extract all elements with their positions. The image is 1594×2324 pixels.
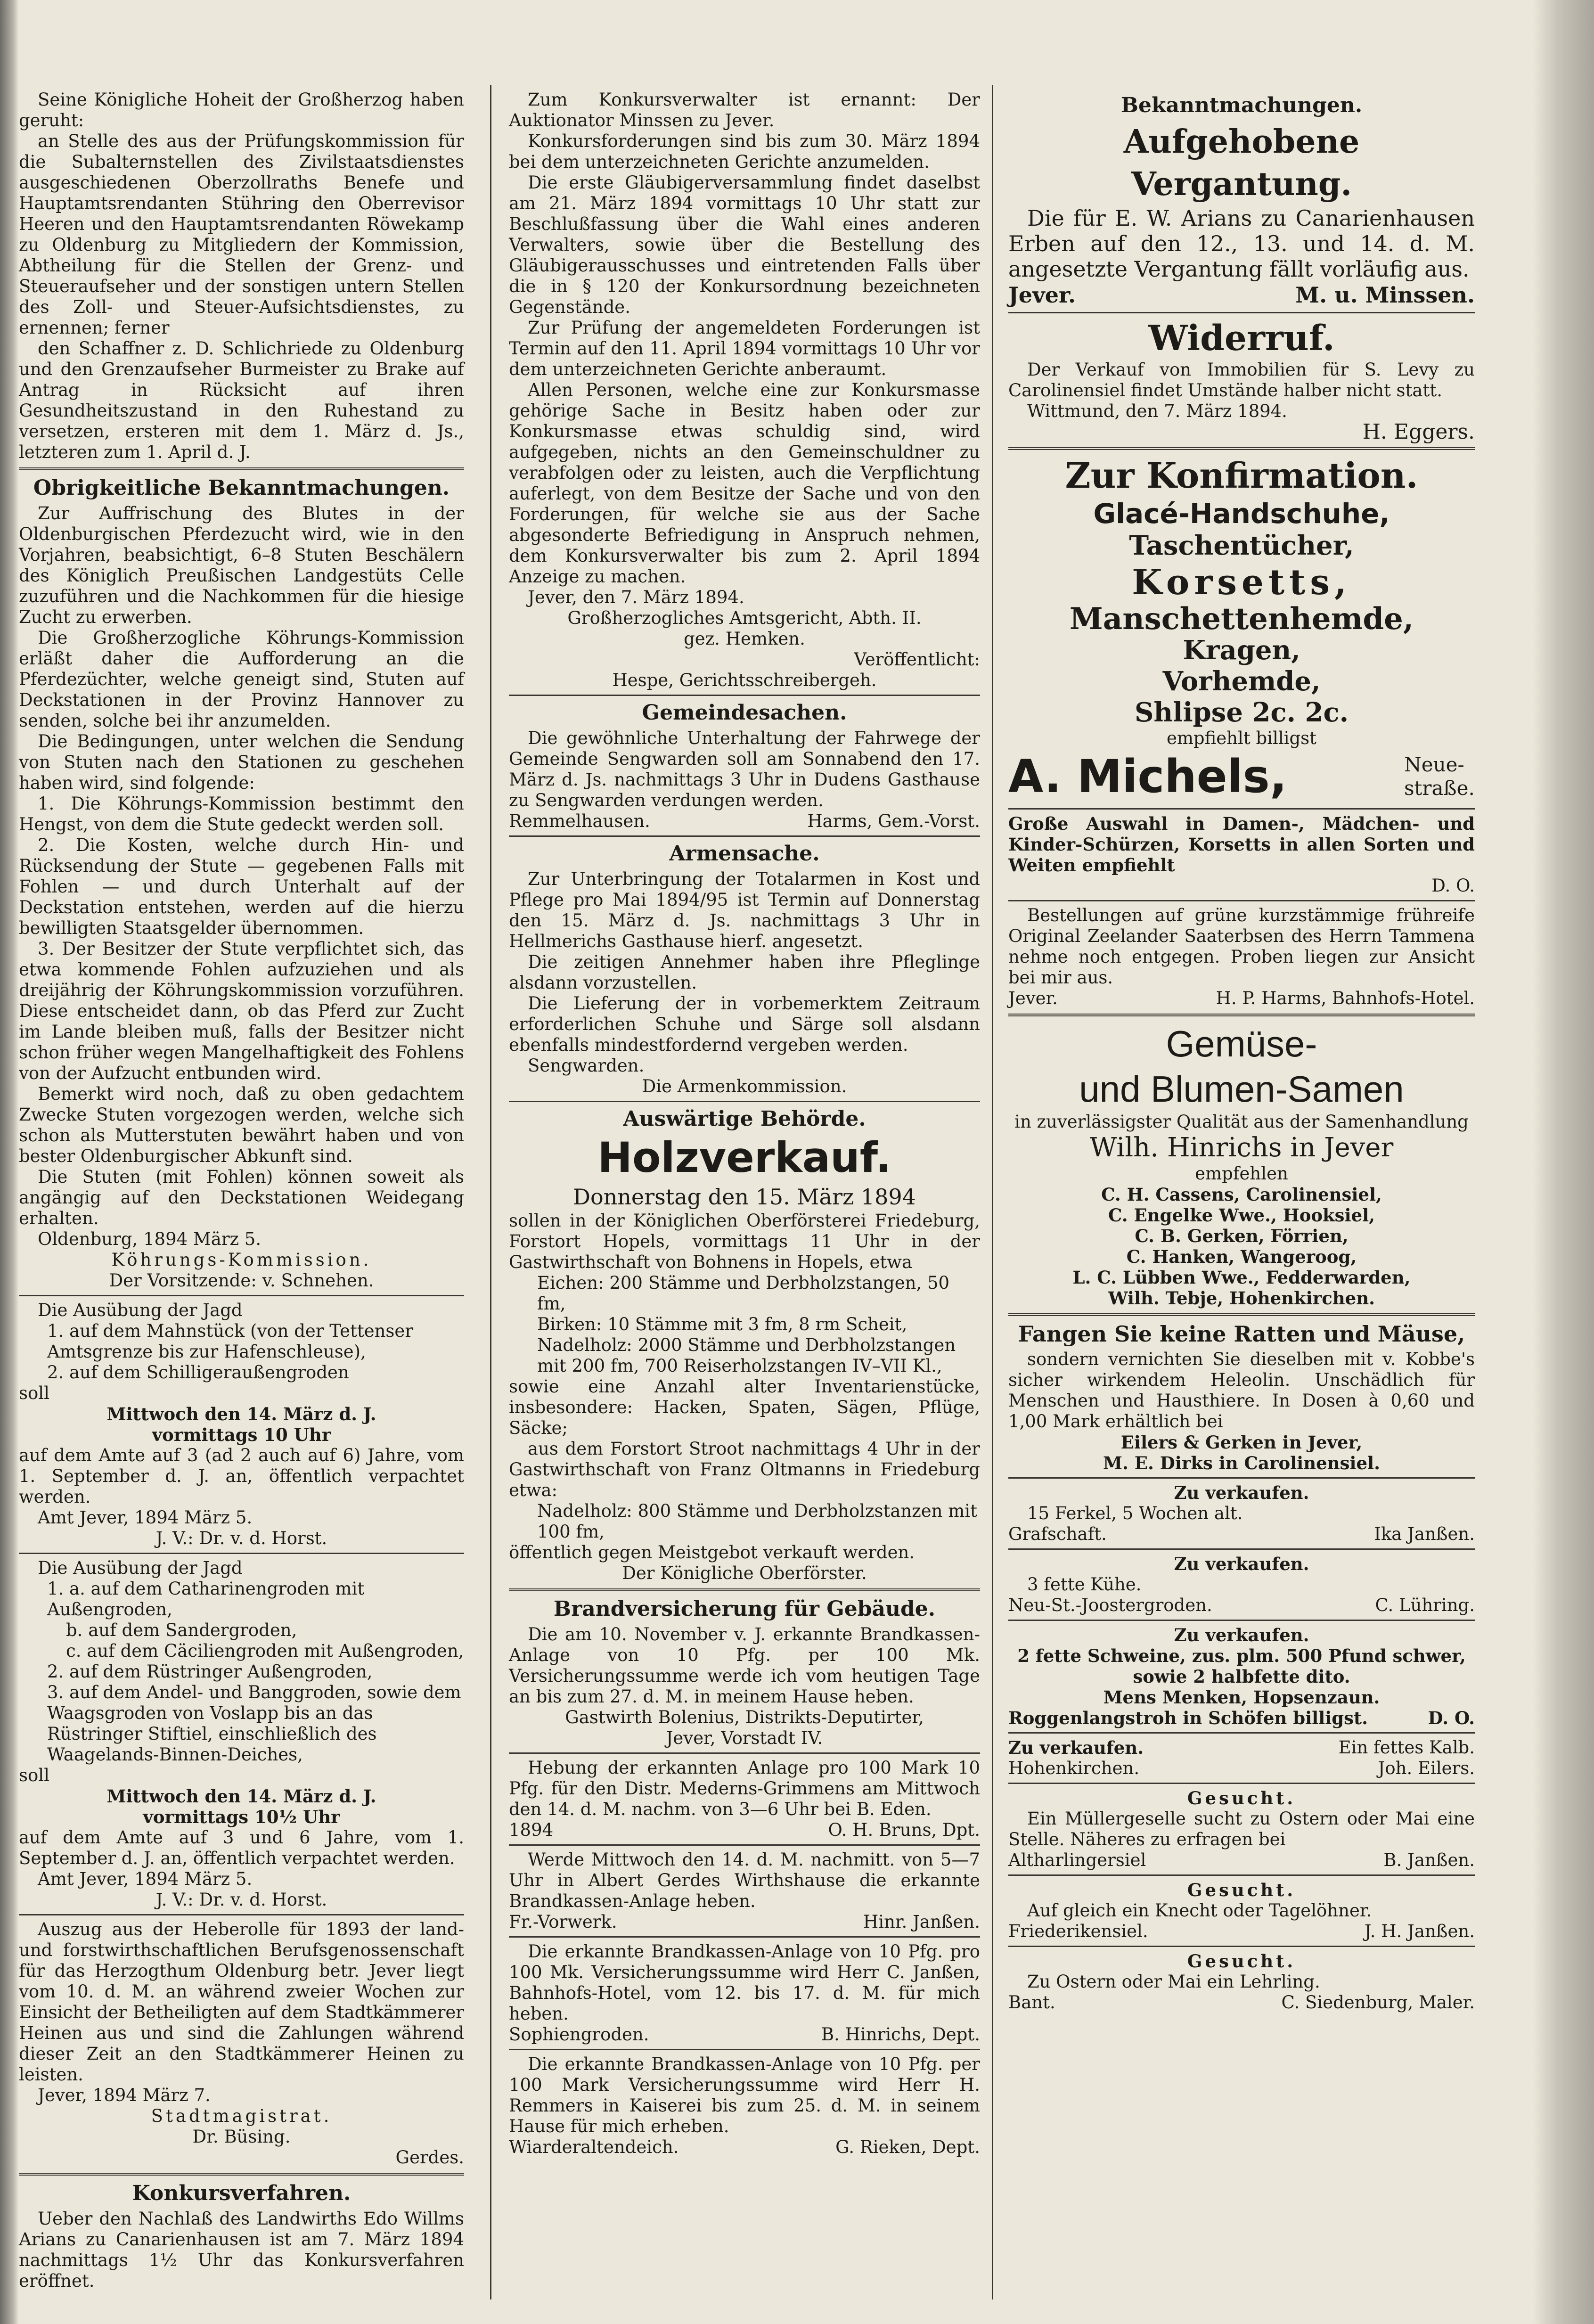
list-item: C. Hanken, Wangeroog, (1126, 1246, 1357, 1267)
signature: gez. Hemken. (684, 629, 805, 649)
divider (1008, 900, 1475, 901)
advertiser-name: A. Michels, (1008, 750, 1287, 803)
seller: M. E. Dirks in Carolinensiel. (1103, 1453, 1380, 1473)
signature: J. V.: Dr. v. d. Horst. (155, 1528, 327, 1548)
divider (509, 835, 980, 837)
list-item: b. auf dem Sandergroden, (66, 1620, 297, 1640)
ad-heading: Zu verkaufen. (1174, 1482, 1309, 1503)
paragraph: Mens Menken, Hopsenzaun. (1103, 1687, 1380, 1708)
ad-heading: Zu verkaufen. (1174, 1625, 1309, 1645)
ad-headline: Widerruf. (1148, 318, 1335, 359)
place: Hohenkirchen. (1008, 1758, 1140, 1778)
paragraph: Hebung der erkannten Anlage pro 100 Mark 10 Pfg. für den Distr. Mederns-Grimmens am Mittwoch den 14. d. M. nachm. von 3—6 Uhr bei B. Eden. (509, 1758, 980, 1819)
divider (1008, 1783, 1475, 1784)
paragraph: Konkursforderungen sind bis zum 30. März 1894 bei dem unterzeichneten Gerichte anzumelden. (509, 131, 980, 172)
paragraph: auf dem Amte auf 3 (ad 2 auch auf 6) Jahre, vom 1. September d. J. an, öffentlich verpachtet werden. (19, 1445, 464, 1507)
paragraph: Der Verkauf von Immobilien für S. Levy zu Carolinensiel findet Umstände halber nicht statt. (1008, 360, 1475, 401)
paragraph: Die für E. W. Arians zu Canarienhausen Erben auf den 12., 13. und 14. d. M. angesetzte Vergantung fällt vorläufig aus. (1008, 205, 1475, 282)
ad-headline: Fangen Sie keine Ratten und Mäuse, (1018, 1321, 1465, 1347)
place: Jever. (1008, 988, 1058, 1008)
list-item: Wilh. Tebje, Hohenkirchen. (1108, 1288, 1375, 1309)
divider (19, 1914, 464, 1915)
signature: M. u. Minssen. (1295, 282, 1475, 308)
divider (509, 1752, 980, 1754)
divider (1008, 1732, 1475, 1734)
ad-headline: Aufgehobene Vergantung. (1123, 123, 1360, 203)
column-rule (490, 85, 491, 2299)
column-3 (1008, 90, 1475, 2013)
divider (509, 2049, 980, 2050)
place: Wiarderaltendeich. (509, 2137, 679, 2157)
ad-heading: Gesucht. (1187, 1880, 1296, 1900)
list-item: Birken: 10 Stämme mit 3 fm, 8 rm Scheit, (537, 1314, 907, 1334)
paragraph: an Stelle des aus der Prüfungskommission für die Subalternstellen des Zivilstaatsdienstes ausgeschiedenen Oberzollraths Benefe und Hauptamtsrendanten Stühring den Oberrevisor Heeren und den Hauptamtsrendanten Röwekamp zu Oldenburg zu Mitgliedern der Kommission, Abtheilung für die Stellen der Grenz- und Steueraufseher und der sonstigen untern Stellen des Zoll- und Steuer-Aufsichtsdienstes, zu ernennen; ferner (19, 131, 464, 338)
signature: Jever, Vorstadt IV. (666, 1728, 823, 1748)
ad-headline: und Blumen-Samen (1079, 1068, 1404, 1110)
signature: Großherzogliches Amtsgericht, Abth. II. (567, 608, 922, 628)
signature: D. O. (1428, 1708, 1475, 1728)
paragraph: Zum Konkursverwalter ist ernannt: Der Auktionator Minssen zu Jever. (509, 90, 980, 131)
paragraph: 2. Die Kosten, welche durch Hin- und Rücksendung der Stute — gegebenen Falls mit Fohlen — und durch Unterhalt auf der Deckstation entstehen, werden auf die hierzu bewilligten Staatsgelder übernommen. (19, 835, 464, 938)
paragraph: sollen in der Königlichen Oberförsterei Friedeburg, Forstort Hopels, vormittags 11 Uhr in der Gastwirthschaft von Bohnens in Hopels, etwa (509, 1211, 980, 1272)
paragraph: Die Lieferung der in vorbemerktem Zeitraum erforderlichen Schuhe und Särge soll alsdann ebenfalls mindestfordernd vergeben werden. (509, 993, 980, 1055)
paragraph: Roggenlangstroh in Schöfen billigst. (1008, 1708, 1368, 1728)
signature: Hespe, Gerichtsschreibergeh. (612, 670, 877, 690)
paragraph: 1. Die Köhrungs-Kommission bestimmt den Hengst, von dem die Stute gedeckt werden soll. (19, 794, 464, 835)
list-item: Eichen: 200 Stämme und Derbholzstangen, 50 fm, (537, 1273, 950, 1314)
signature: C. Lühring. (1375, 1595, 1475, 1615)
signature-row (509, 2137, 980, 2158)
paragraph: sowie eine Anzahl alter Inventarienstücke, insbesondere: Hacken, Spaten, Sägen, Pflüge, Säcke; (509, 1376, 980, 1438)
list-item: c. auf dem Cäciliengroden mit Außengroden, (66, 1641, 464, 1661)
signature: H. P. Harms, Bahnhofs-Hotel. (1216, 988, 1475, 1008)
signature: J. H. Janßen. (1364, 1921, 1475, 1941)
place: Jever. (1008, 282, 1076, 308)
divider (19, 1553, 464, 1554)
divider (1008, 1946, 1475, 1947)
divider (509, 695, 980, 696)
signature-row (1008, 1708, 1475, 1728)
place: Bant. (1008, 1992, 1055, 2013)
signature-row (1008, 1758, 1475, 1779)
signature: Gerdes. (395, 2147, 464, 2168)
ad-heading: Gesucht. (1187, 1788, 1296, 1808)
divider (1008, 808, 1475, 810)
ad-heading: Zu verkaufen. (1174, 1554, 1309, 1574)
paragraph: Zur Prüfung der angemeldeten Forderungen ist Termin auf den 11. April 1894 vormittags 10 Uhr vor dem unterzeichneten Gerichte anberaumt. (509, 318, 980, 379)
signature: H. Eggers. (1362, 420, 1475, 444)
paragraph: Ein Müllergeselle sucht zu Ostern oder Mai eine Stelle. Näheres zu erfragen bei (1008, 1808, 1475, 1849)
ad-text: empfehlen (1195, 1163, 1288, 1184)
signature: Harms, Gem.-Vorst. (807, 811, 980, 831)
paragraph: 15 Ferkel, 5 Wochen alt. (1027, 1503, 1243, 1523)
list-item: C. H. Cassens, Carolinensiel, (1101, 1184, 1382, 1205)
column-1 (19, 90, 464, 2291)
paragraph: Große Auswahl in Damen-, Mädchen- und Kinder-Schürzen, Korsetts in allen Sorten und Weiten empfiehlt (1008, 813, 1475, 876)
signature-row (1008, 1921, 1475, 1942)
paragraph: 3 fette Kühe. (1027, 1574, 1142, 1595)
paragraph: soll (19, 1765, 49, 1785)
divider (1008, 1548, 1475, 1550)
paragraph: 3. Der Besitzer der Stute verpflichtet sich, das etwa kommende Fohlen aufzuziehen und als dreijährig der Köhrungskommission vorzuführen. Diese entscheidet dann, ob das Pferd zur Zucht im Lande bleiben muß, falls der Besitzer nicht schon früher wegen Mangelhaftigkeit des Fohlens von der Aufzucht entbunden wird. (19, 939, 464, 1083)
paragraph: Auf gleich ein Knecht oder Tagelöhner. (1027, 1900, 1372, 1921)
date-line: Mittwoch den 14. März d. J. (106, 1404, 376, 1424)
list-item: L. C. Lübben Wwe., Fedderwarden, (1072, 1267, 1411, 1288)
signature: Joh. Eilers. (1378, 1758, 1475, 1778)
place: Sophiengroden. (509, 2024, 649, 2045)
ad-headline: Zur Konfirmation. (1065, 456, 1418, 496)
place: Fr.-Vorwerk. (509, 1912, 617, 1932)
place: Sengwarden. (528, 1056, 645, 1076)
date-line: Donnerstag den 15. März 1894 (573, 1184, 916, 1210)
place-date: Oldenburg, 1894 März 5. (38, 1229, 262, 1249)
section-heading: Obrigkeitliche Bekanntmachungen. (33, 476, 450, 500)
place: Altharlingersiel (1008, 1850, 1146, 1870)
signature: G. Rieken, Dept. (835, 2137, 980, 2157)
signature: J. V.: Dr. v. d. Horst. (155, 1890, 327, 1910)
seller: Eilers & Gerken in Jever, (1120, 1432, 1363, 1453)
divider (1008, 447, 1475, 450)
list-item: 1. a. auf dem Catharinengroden mit Außengroden, (47, 1579, 365, 1620)
year: 1894 (509, 1820, 554, 1840)
ad-heading: Gesucht. (1187, 1951, 1296, 1972)
list-item: C. Engelke Wwe., Hooksiel, (1108, 1205, 1375, 1226)
column-2 (509, 90, 980, 2158)
signature-row (509, 2024, 980, 2045)
ad-item: Vorhemde, (1162, 666, 1321, 697)
divider (509, 1588, 980, 1591)
signature: Ika Janßen. (1374, 1524, 1475, 1544)
place-date: Amt Jever, 1894 März 5. (38, 1869, 253, 1889)
signature-row (509, 811, 980, 832)
ad-row (1008, 1737, 1475, 1758)
paragraph: Die Stuten (mit Fohlen) können soweit als angängig auf den Deckstationen Weidegang erhalten. (19, 1167, 464, 1228)
paragraph: Die gewöhnliche Unterhaltung der Fahrwege der Gemeinde Sengwarden soll am Sonnabend den 17. März d. Js. nachmittags 3 Uhr in Dudens Gasthause zu Sengwarden verdungen werden. (509, 728, 980, 810)
paragraph: Seine Königliche Hoheit der Großherzog haben geruht: (19, 90, 464, 131)
section-heading: Bekanntmachungen. (1120, 93, 1363, 117)
paragraph: 2 fette Schweine, zus. plm. 500 Pfund schwer, sowie 2 halbfette dito. (1017, 1645, 1466, 1687)
paragraph: sondern vernichten Sie dieselben mit v. Kobbe's sicher wirkendem Heleolin. Unschädlich für Menschen und Hausthiere. In Dosen à 0,60 und 1,00 Mark erhältlich bei (1008, 1349, 1475, 1432)
signature: O. H. Bruns, Dpt. (828, 1820, 980, 1840)
ad-item: Manschettenhemde, (1069, 601, 1414, 637)
paragraph: Zur Auffrischung des Blutes in der Oldenburgischen Pferdezucht wird, wie in den Vorjahren, beabsichtigt, 6–8 Stuten Beschälern des Königlich Preußischen Landgestüts Celle zuzuführen und die Nachkommen für die hiesige Zucht zu erwerben. (19, 503, 464, 627)
divider (19, 467, 464, 470)
date-line: Mittwoch den 14. März d. J. (106, 1786, 376, 1807)
ad-headline: Gemüse- (1166, 1023, 1317, 1064)
ad-item: Taschentücher, (1129, 530, 1354, 561)
signature: B. Janßen. (1383, 1850, 1475, 1870)
signature-row (1008, 1992, 1475, 2013)
signature-row (1008, 1595, 1475, 1616)
list-item: C. B. Gerken, Förrien, (1135, 1226, 1349, 1246)
paragraph: Die erkannte Brandkassen-Anlage von 10 Pfg. per 100 Mark Versicherungssumme wird Herr H. Remmers in Kaiserei bis zum 25. d. M. in seinem Hause für mich erheben. (509, 2054, 980, 2136)
ad-text: empfiehlt billigst (1166, 728, 1317, 748)
signature-row (1008, 988, 1475, 1009)
paragraph: Die am 10. November v. J. erkannte Brandkassen-Anlage von 10 Pfg. per 100 Mk. Versicherungssumme werde ich vom heutigen Tage an bis zum 27. d. M. in meinem Hause heben. (509, 1624, 980, 1707)
paragraph: Bestellungen auf grüne kurzstämmige frühreife Original Zeelander Saaterbsen des Herrn Tammena nehme noch entgegen. Proben liegen zur Ansicht bei mir aus. (1008, 905, 1475, 988)
paragraph: Werde Mittwoch den 14. d. M. nachmitt. von 5—7 Uhr in Albert Gerdes Wirthshause die erkannte Brandkassen-Anlage heben. (509, 1849, 980, 1911)
column-rule (992, 85, 993, 2299)
ad-heading: Zu verkaufen. (1008, 1737, 1144, 1758)
signature: Stadtmagistrat. (151, 2106, 332, 2126)
divider (1008, 1620, 1475, 1621)
place: Grafschaft. (1008, 1524, 1107, 1544)
signature-row (1008, 282, 1475, 308)
signature: Der Königliche Oberförster. (622, 1563, 867, 1583)
section-heading: Armensache. (669, 842, 820, 866)
date-line: vormittags 10½ Uhr (143, 1807, 340, 1827)
signature-row (1008, 1524, 1475, 1545)
advertiser-name: Wilh. Hinrichs in Jever (1089, 1132, 1394, 1163)
signature: D. O. (1431, 876, 1475, 896)
divider (509, 1936, 980, 1938)
divider (1008, 1874, 1475, 1876)
paragraph: Die Großherzogliche Köhrungs-Kommission erläßt daher die Aufforderung an die Pferdezüchter, welche geneigt sind, Stuten auf Deckstationen in der Provinz Hannover zu senden, solche bei ihr anzumelden. (19, 628, 464, 731)
paragraph: Die erkannte Brandkassen-Anlage von 10 Pfg. pro 100 Mk. Versicherungssumme wird Herr C. Janßen, Bahnhofs-Hotel, vom 12. bis 17. d. M. für mich heben. (509, 1941, 980, 2024)
ad-text: in zuverlässigster Qualität aus der Samenhandlung (1014, 1112, 1469, 1132)
advertiser-row (1008, 749, 1475, 804)
divider (19, 2173, 464, 2176)
list-item: 3. auf dem Andel- und Banggroden, sowie dem Waagsgroden von Voslapp bis an das Rüstringer Stiftiel, einschließlich des Waagelands-Binnen-Deiches, (47, 1682, 461, 1765)
list-item: Nadelholz: 2000 Stämme und Derbholzstangen mit 200 fm, 700 Reiserholzstangen IV–VII Kl., (537, 1335, 956, 1376)
signature: Dr. Büsing. (192, 2127, 291, 2147)
section-heading: Brandversicherung für Gebäude. (553, 1597, 936, 1621)
place: Neu-St.-Joostergroden. (1008, 1595, 1212, 1615)
divider (1008, 1313, 1475, 1316)
place: Friederikensiel. (1008, 1921, 1148, 1941)
divider (1008, 1477, 1475, 1479)
signature: Der Vorsitzende: v. Schnehen. (109, 1270, 374, 1291)
ad-item: Shlipse 2c. 2c. (1134, 697, 1349, 728)
signature: B. Hinrichs, Dept. (821, 2024, 980, 2045)
paragraph: Allen Personen, welche eine zur Konkursmasse gehörige Sache in Besitz haben oder zur Konkursmasse etwas schuldig sind, wird aufgegeben, nichts an den Gemeinschuldner zu verabfolgen oder zu leisten, auch die Verpflichtung auferlegt, von dem Besitze der Sache und von den Forderungen, für welche sie aus der Sache abgesonderte Befriedigung in Anspruch nehmen, dem Konkursverwalter bis zum 2. April 1894 Anzeige zu machen. (509, 380, 980, 587)
signature: Veröffentlicht: (854, 649, 980, 670)
divider (509, 1844, 980, 1846)
paragraph: soll (19, 1383, 49, 1403)
paragraph: Die Ausübung der Jagd (38, 1558, 243, 1578)
paragraph: Zur Unterbringung der Totalarmen in Kost und Pflege pro Mai 1894/95 ist Termin auf Donnerstag den 15. März d. Js. nachmittags 3 Uhr in Hellmerichs Gasthause hierf. angesetzt. (509, 869, 980, 951)
signature: Köhrungs-Kommission. (111, 1250, 372, 1270)
paragraph: öffentlich gegen Meistgebot verkauft werden. (509, 1542, 915, 1563)
divider (509, 1101, 980, 1102)
place-date: Jever, den 7. März 1894. (528, 587, 744, 607)
signature-row (1008, 1850, 1475, 1871)
paragraph: den Schaffner z. D. Schlichriede zu Oldenburg und den Grenzaufseher Burmeister zu Brake auf Antrag in Rücksicht auf ihren Gesundheitszustand in den Ruhestand zu versetzen, ersteren mit dem 1. März d. Js., letzteren zum 1. April d. J. (19, 338, 464, 462)
signature-row (509, 1820, 980, 1841)
place-date: Amt Jever, 1894 März 5. (38, 1507, 253, 1528)
paragraph: Ein fettes Kalb. (1338, 1737, 1475, 1758)
place-date: Jever, 1894 März 7. (38, 2085, 211, 2105)
section-heading: Auswärtige Behörde. (623, 1107, 866, 1131)
signature-row (509, 1912, 980, 1932)
ad-item: Korsetts, (1132, 562, 1351, 603)
place: Remmelhausen. (509, 811, 650, 831)
paragraph: Die zeitigen Annehmer haben ihre Pfleglinge alsdann vorzustellen. (509, 952, 980, 993)
paragraph: Zu Ostern oder Mai ein Lehrling. (1027, 1972, 1320, 1992)
paragraph: Ueber den Nachlaß des Landwirths Edo Willms Arians zu Canarienhausen ist am 7. März 1894 nachmittags 1½ Uhr das Konkursverfahren eröffnet. (19, 2209, 464, 2291)
advertiser-address: Neue-straße. (1404, 753, 1475, 800)
section-heading: Konkursverfahren. (132, 2181, 351, 2205)
page-binding (0, 0, 19, 2324)
list-item: 2. auf dem Schilligeraußengroden (47, 1362, 349, 1383)
paragraph: Die Bedingungen, unter welchen die Sendung von Stuten nach den Stationen zu geschehen haben wird, sind folgende: (19, 731, 464, 793)
section-heading: Gemeindesachen. (642, 701, 847, 725)
list-item: 2. auf dem Rüstringer Außengroden, (47, 1661, 373, 1682)
ad-item: Kragen, (1183, 635, 1300, 666)
paragraph: Bemerkt wird noch, daß zu oben gedachtem Zwecke Stuten vorgezogen werden, welche sich schon als Mutterstuten bewährt haben und von bester Oldenburgischer Abkunft sind. (19, 1084, 464, 1166)
date-line: vormittags 10 Uhr (152, 1424, 331, 1445)
place-date: Wittmund, den 7. März 1894. (1027, 401, 1287, 421)
signature: Gastwirth Bolenius, Distrikts-Deputirter, (565, 1707, 924, 1727)
ad-headline: Holzverkauf. (597, 1133, 891, 1182)
divider (1008, 312, 1475, 313)
divider (19, 1295, 464, 1296)
list-item: Nadelholz: 800 Stämme und Derbholzstanzen mit 100 fm, (537, 1501, 977, 1542)
paragraph: aus dem Forstort Stroot nachmittags 4 Uhr in der Gastwirthschaft von Franz Oltmanns in Friedeburg etwa: (509, 1439, 980, 1500)
paragraph: Auszug aus der Heberolle für 1893 der land- und forstwirthschaftlichen Berufsgenossenschaft für das Herzogthum Oldenburg betr. Jever liegt vom 10. d. M. an während zweier Wochen zur Einsicht der Betheiligten auf dem Stadtkämmerer Heinen aus und sind die Zahlungen während dieser Zeit an den Stadtkämmerer Heinen zu leisten. (19, 1919, 464, 2085)
ad-item: Glacé-Handschuhe, (1093, 498, 1390, 530)
paragraph: Die Ausübung der Jagd (38, 1300, 243, 1320)
signature: Die Armenkommission. (642, 1076, 847, 1097)
signature: Hinr. Janßen. (863, 1912, 980, 1932)
signature: C. Siedenburg, Maler. (1281, 1992, 1475, 2013)
list-item: 1. auf dem Mahnstück (von der Tettenser Amtsgrenze bis zur Hafenschleuse), (47, 1321, 413, 1362)
paragraph: auf dem Amte auf 3 und 6 Jahre, vom 1. September d. J. an, öffentlich verpachtet werden. (19, 1827, 464, 1868)
divider (1008, 1014, 1475, 1016)
paragraph: Die erste Gläubigerversammlung findet daselbst am 21. März 1894 vormittags 10 Uhr statt zur Beschlußfassung über die Wahl eines anderen Verwalters, sowie über die Bestellung des Gläubigerausschusses und eintretenden Falls über die in § 120 der Konkursordnung bezeichneten Gegenstände. (509, 172, 980, 317)
page-edge (1533, 0, 1594, 2324)
